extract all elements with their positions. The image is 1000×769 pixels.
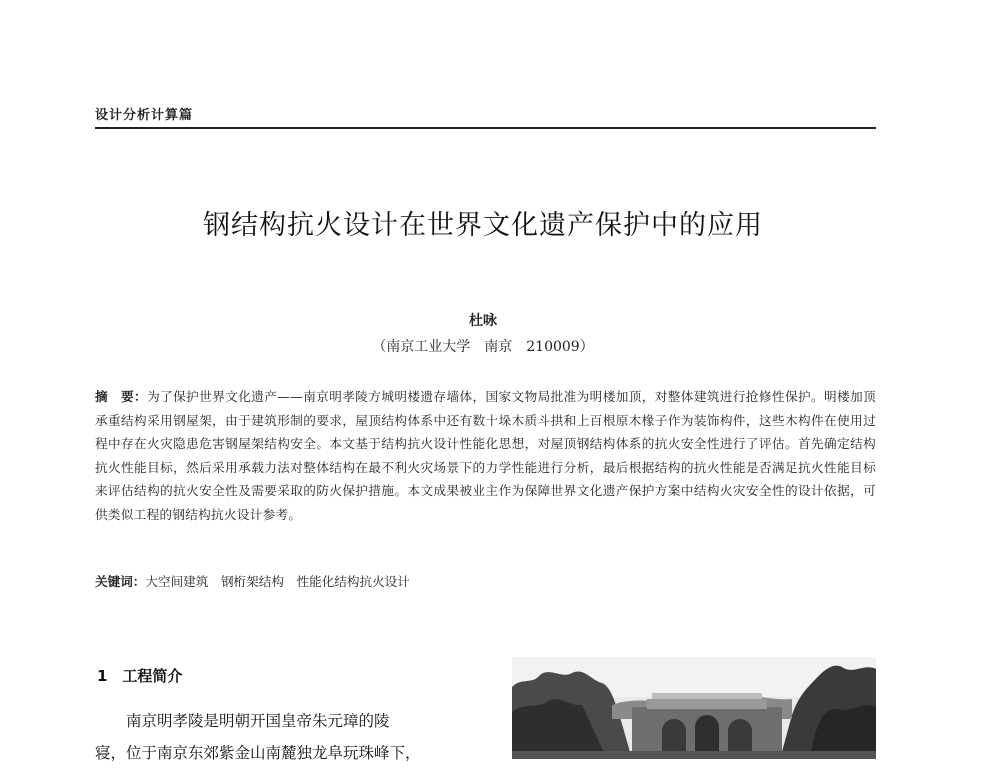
section-header: 设计分析计算篇 bbox=[95, 108, 194, 123]
header-rule bbox=[95, 127, 876, 129]
abstract bbox=[95, 385, 876, 526]
abstract-text: 为了保护世界文化遗产——南京明孝陵方城明楼遗存墙体，国家文物局批准为明楼加顶，对整体建筑进行抢修性保护。明楼加顶承重结构采用钢屋架，由于建筑形制的要求，屋顶结构体系中还有数十垛木质斗拱和上百根原木椽子作为装饰构件，这些木构件在使用过程中存在火灾隐患危害钢屋架结构安全。本文基于结构抗火设计性能化思想，对屋顶钢结构体系的抗火安全性进行了评估。首先确定结构抗火性能目标，然后采用承载力法对整体结构在最不利火灾场景下的力学性能进行分析，最后根据结构的抗火性能是否满足抗火性能目标来评估结构的抗火安全性及需要采取的防火保护措施。本文成果被业主作为保障世界文化遗产保护方案中结构火灾安全性的设计依据，可供类似工程的钢结构抗火设计参考。 bbox=[95, 389, 876, 522]
article-title: 钢结构抗火设计在世界文化遗产保护中的应用 bbox=[203, 210, 763, 241]
body-line: 南京明孝陵是明朝开国皇帝朱元璋的陵 bbox=[126, 712, 390, 730]
abstract-label: 摘 要： bbox=[95, 389, 148, 404]
keywords-text: 大空间建筑 钢桁架结构 性能化结构抗火设计 bbox=[145, 574, 410, 589]
section-heading: 1 工程简介 bbox=[97, 667, 183, 685]
author-name: 杜咏 bbox=[469, 313, 497, 329]
body-paragraph bbox=[95, 705, 469, 769]
building-photo bbox=[512, 657, 876, 759]
author-affiliation: （南京工业大学 南京 210009） bbox=[372, 339, 594, 355]
keywords bbox=[95, 571, 876, 590]
keywords-label: 关键词： bbox=[95, 574, 146, 589]
body-line: 寝，位于南京东郊紫金山南麓独龙阜玩珠峰下， bbox=[95, 744, 421, 762]
